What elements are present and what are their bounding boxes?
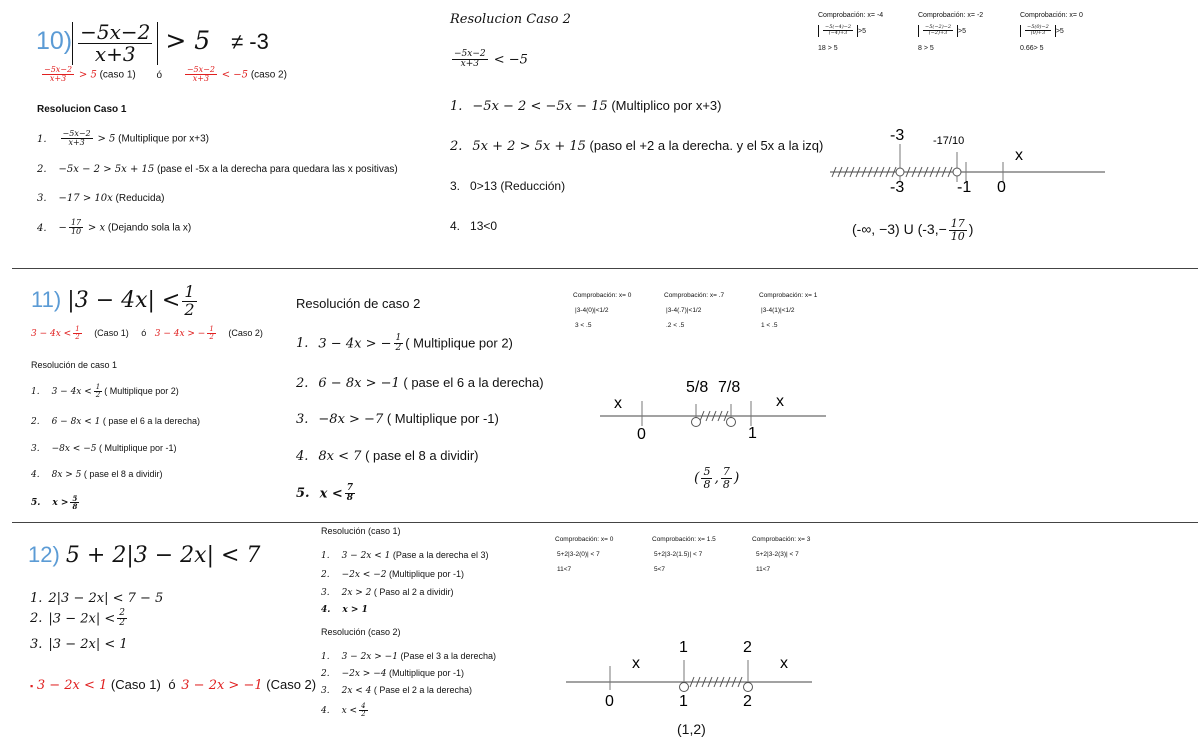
list-item: 1. 3 − 4x > − $\frac{1}{2}$ ( Multiplique por 2) bbox=[296, 333, 513, 354]
res2-heading: Resolución (caso 2) bbox=[321, 627, 401, 637]
list-item: 2. 6 − 8x > −1 ( pase el 6 a la derecha) bbox=[296, 375, 544, 391]
list-item: 3. 0>13 (Reducción) bbox=[450, 179, 566, 193]
list-item: 2. |3 − 2x| < $\frac{2}{2}$ bbox=[30, 608, 125, 629]
check-block: Comprobación: x= -2 $\frac{-5(-2)-2}{(-2)+3}$ >5 8 > 5 bbox=[918, 12, 984, 52]
check-block: Comprobación: x= .7 |3-4(.7)|<1/2 .2 < .5 bbox=[664, 292, 725, 329]
list-item: 5. x > $\frac{5}{8}$ bbox=[31, 494, 78, 512]
cases-line: ▪ 3 − 2x < 1 (Caso 1) ó 3 − 2x > −1 (Caso 2) bbox=[30, 677, 317, 693]
list-item: 2. −2x > −4 (Multiplique por -1) bbox=[321, 668, 465, 679]
excluded-value: ≠ -3 bbox=[231, 29, 269, 54]
list-item: 4. x < $\frac{4}{2}$ bbox=[321, 702, 366, 719]
list-item: 3. −8x < −5 ( Multiplique por -1) bbox=[31, 443, 177, 454]
list-item: 4. 8x > 5 ( pase el 8 a dividir) bbox=[31, 469, 163, 480]
region-x-label: x bbox=[776, 393, 784, 410]
check-block: Comprobación: x= 1 |3-4(1)|<1/2 1 < .5 bbox=[759, 292, 818, 329]
list-item: 3. 2x > 2 ( Paso al 2 a dividir) bbox=[321, 587, 454, 598]
answer-12: (1,2) bbox=[677, 721, 706, 737]
tick-label: 1 bbox=[679, 693, 688, 710]
tick-label: 1 bbox=[748, 425, 757, 442]
list-item: 2. 6 − 8x < 1 ( pase el 6 a la derecha) bbox=[31, 416, 200, 427]
number-line-10 bbox=[820, 122, 1120, 202]
check-block: Comprobación: x= 0 |3-4(0)|<1/2 3 < .5 bbox=[573, 292, 632, 329]
tick-label: 0 bbox=[605, 693, 614, 710]
list-item: 3. |3 − 2x| < 1 bbox=[30, 637, 128, 652]
check-block: Comprobación: x= -4 $\frac{-5(-4)-2}{(-4)+3}$ >5 18 > 5 bbox=[818, 12, 884, 52]
list-item: 1. 3 − 2x > −1 (Pase el 3 a la derecha) bbox=[321, 651, 496, 662]
list-item: 4. − $\frac{17}{10}$ > x (Dejando sola la x) bbox=[37, 218, 192, 237]
list-item: 3. 2x < 4 ( Pase el 2 a la derecha) bbox=[321, 685, 472, 696]
list-item: 1. 3 − 2x < 1 (Pase a la derecha el 3) bbox=[321, 550, 489, 561]
hatch-middle bbox=[690, 677, 742, 687]
list-item: 4. 8x < 7 ( pase el 8 a dividir) bbox=[296, 448, 479, 464]
list-item: 4. x > 1 bbox=[321, 605, 368, 615]
check-block: Comprobación: x= 3 5+2|3-2(3)| < 7 11<7 bbox=[752, 536, 811, 573]
list-item: 1. −5x − 2 < −5x − 15 (Multiplico por x+3) bbox=[450, 98, 722, 114]
answer-11: ( $\frac{5}{8}$ , $\frac{7}{8}$ ) bbox=[694, 465, 740, 491]
open-point bbox=[727, 418, 736, 427]
answer-10: (-∞, −3) U (-3,− $\frac{17}{10}$ ) bbox=[852, 217, 974, 243]
res2-heading: Resolución de caso 2 bbox=[296, 296, 421, 311]
problem-10-title: 10) $\frac{-5x-2}{x+3}$ > 5 ≠ -3 bbox=[36, 20, 269, 66]
top-label: 7/8 bbox=[718, 379, 741, 396]
res1-heading: Resolucion Caso 1 bbox=[37, 104, 127, 115]
cases-line: $\frac{-5x-2}{x+3}$ > 5 (caso 1) ó $\frac{-5x-2}{x+3}$ < −5 (caso 2) bbox=[44, 65, 287, 84]
problem-11-title: 11) |3 − 4x| < $\frac{1}{2}$ bbox=[31, 282, 195, 319]
list-item: 5. x < $\frac{7}{8}$ bbox=[296, 483, 354, 504]
top-label: -17/10 bbox=[933, 135, 965, 147]
divider bbox=[12, 268, 1198, 269]
tick-label: -1 bbox=[957, 179, 972, 196]
check-block: Comprobación: x= 1.5 5+2|3-2(1.5)| < 7 5<7 bbox=[652, 536, 716, 573]
res2-heading: Resolucion Caso 2 bbox=[450, 12, 571, 27]
open-point bbox=[896, 168, 904, 176]
list-item: 2. −2x < −2 (Multiplique por -1) bbox=[321, 569, 465, 580]
list-item: 4. 13<0 bbox=[450, 219, 498, 233]
number-line-12 bbox=[560, 632, 820, 712]
number-line-11 bbox=[596, 376, 836, 448]
list-item: 1. $\frac{-5x-2}{x+3}$ > 5 (Multiplique por x+3) bbox=[37, 129, 210, 148]
top-label: -3 bbox=[890, 127, 905, 144]
res1-heading: Resolución de caso 1 bbox=[31, 360, 118, 370]
check-block: Comprobación: x= 0 5+2|3-2(0)| < 7 11<7 bbox=[555, 536, 614, 573]
divider bbox=[12, 522, 1198, 523]
list-item: 2. −5x − 2 > 5x + 15 (pase el -5x a la derecha para quedara las x positivas) bbox=[37, 164, 398, 175]
tick-label: -3 bbox=[890, 179, 905, 196]
tick-label: 2 bbox=[743, 693, 752, 710]
tick-label: 0 bbox=[637, 426, 646, 443]
open-point bbox=[680, 683, 689, 692]
list-item: 3. −8x > −7 ( Multiplique por -1) bbox=[296, 411, 499, 427]
top-label: 1 bbox=[679, 639, 688, 656]
problem-number: 10) bbox=[36, 27, 73, 55]
open-point bbox=[692, 418, 701, 427]
list-item: 2. 5x + 2 > 5x + 15 (paso el +2 a la derecha. y el 5x a la izq) bbox=[450, 138, 824, 154]
region-x-label: x bbox=[614, 395, 622, 412]
problem-12-title: 12) 5 + 2|3 − 2x| < 7 bbox=[28, 542, 261, 568]
open-point bbox=[744, 683, 753, 692]
top-label: 5/8 bbox=[686, 379, 709, 396]
region-x-label: x bbox=[780, 655, 788, 672]
check-block: Comprobación: x= 0 $\frac{-5(0)-2}{(0)+3}$ >5 0.66> 5 bbox=[1020, 12, 1083, 52]
list-item: 1. 3 − 4x < $\frac{1}{2}$ ( Multiplique por 2) bbox=[31, 383, 179, 400]
open-point bbox=[953, 168, 961, 176]
list-item: 1. 2|3 − 2x| < 7 − 5 bbox=[30, 591, 164, 606]
region-x-label: x bbox=[632, 655, 640, 672]
res2-inequality: $\frac{-5x-2}{x+3}$ < −5 bbox=[454, 49, 528, 70]
top-label: 2 bbox=[743, 639, 752, 656]
res1-heading: Resolución (caso 1) bbox=[321, 526, 401, 536]
cases-line: 3 − 4x < $\frac{1}{2}$ (Caso 1) ó 3 − 4x > − $\frac{1}{2}$ (Caso 2) bbox=[31, 325, 263, 342]
region-x-label: x bbox=[1015, 147, 1023, 164]
list-item: 3. −17 > 10x (Reducida) bbox=[37, 193, 165, 204]
tick-label: 0 bbox=[997, 179, 1006, 196]
